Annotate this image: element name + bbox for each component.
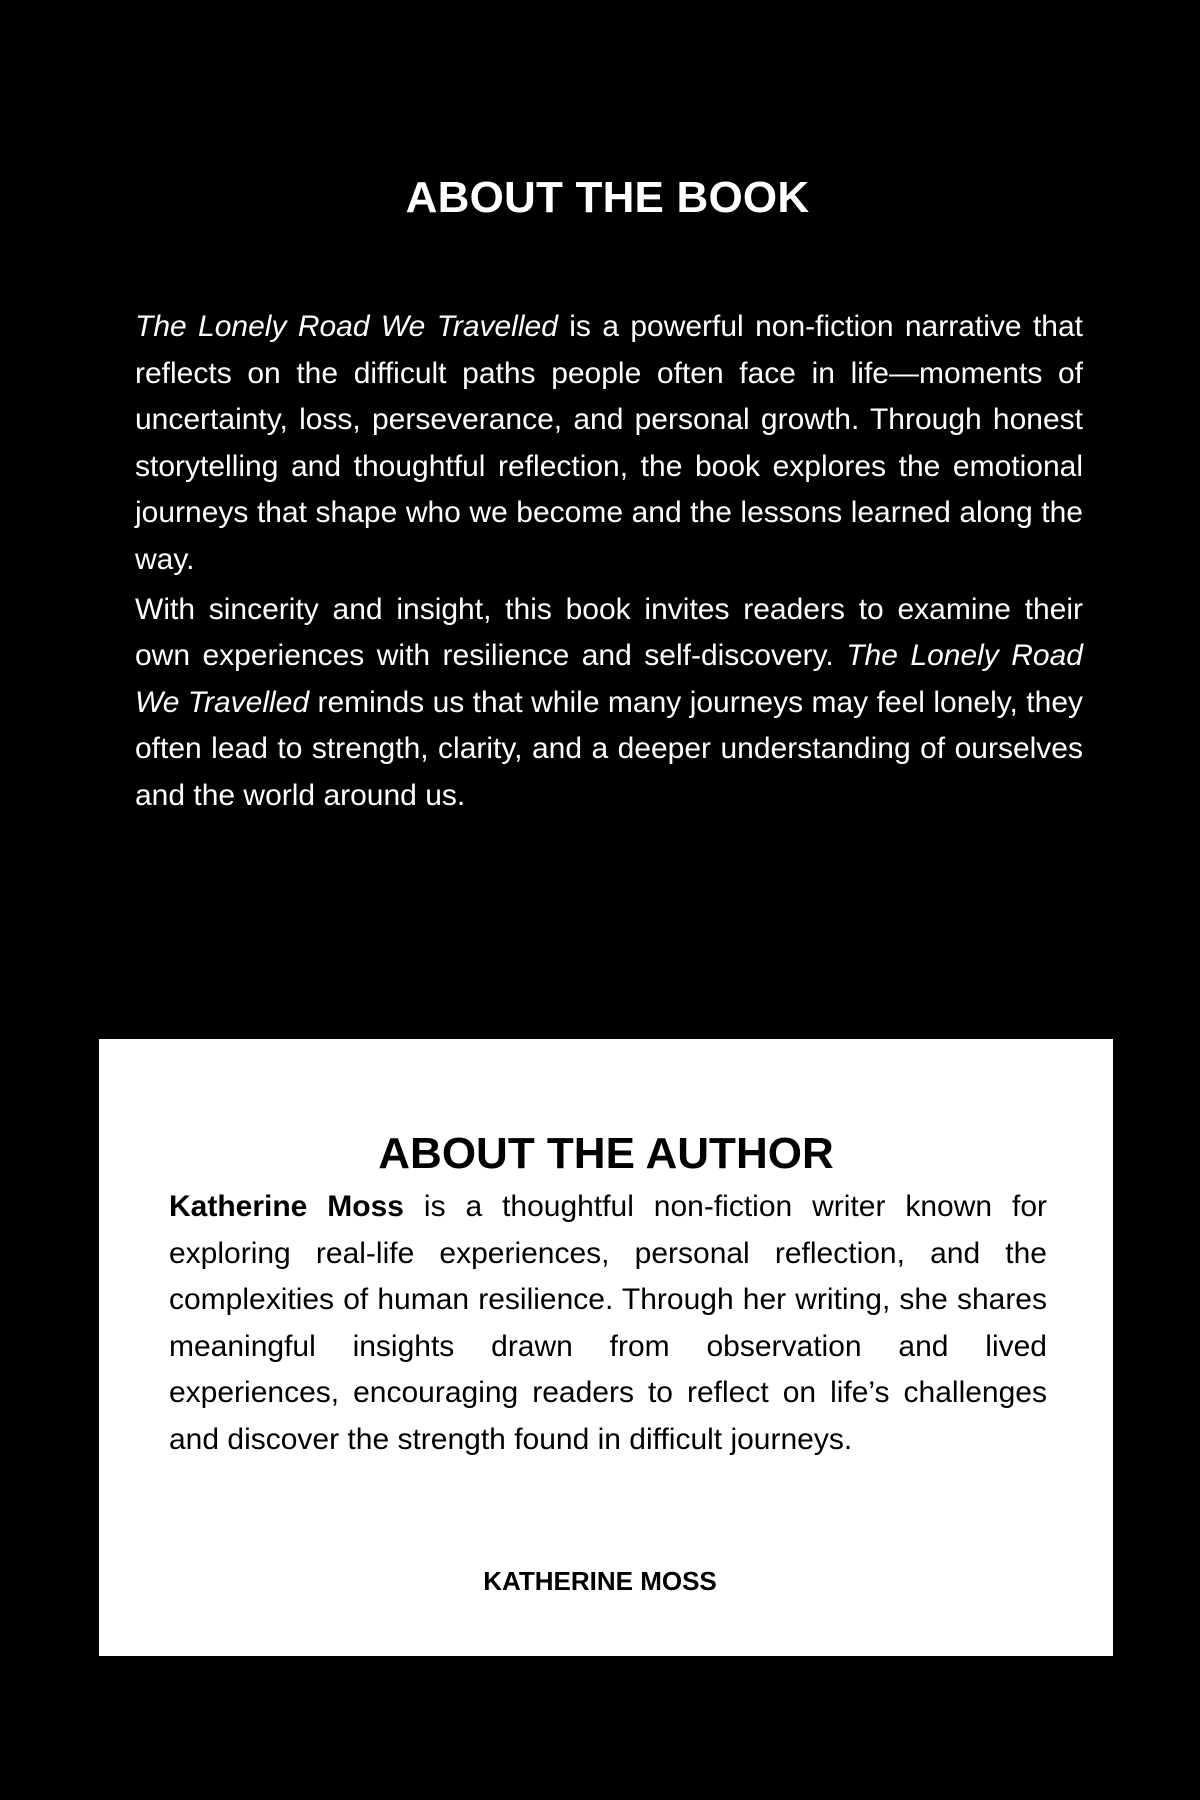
about-book-heading: ABOUT THE BOOK [405, 173, 810, 222]
about-book-body [135, 304, 1083, 823]
about-book-paragraph-1-text: is a powerful non-fiction narrative that reflects on the difficult paths people often face in life—moments of uncertainty, loss, perseverance, and personal growth. Through honest storytelling and thoughtful reflection, the book explores the emotional journeys that shape who we become and the lessons learned along the way. [135, 310, 1083, 576]
about-book-paragraph-1 [135, 304, 1083, 584]
author-bio [169, 1184, 1047, 1464]
book-title-italic: The Lonely Road We Travelled [135, 639, 1083, 719]
author-name: Katherine Moss [169, 1190, 404, 1223]
author-signature: KATHERINE MOSS [483, 1566, 717, 1596]
book-title-italic: The Lonely Road We Travelled [135, 310, 558, 343]
author-bio-text: is a thoughtful non-fiction writer known for exploring real-life experiences, personal reflection, and the complexities of human resilience. Through her writing, she shares meaningful insights drawn from observation and lived experiences, encouraging readers to reflect on life’s challenges and discover the strength found in difficult journeys. [169, 1190, 1048, 1456]
about-book-paragraph-2-text-after: reminds us that while many journeys may feel lonely, they often lead to strength, clarity, and a deeper understanding of ourselves and the world around us. [135, 685, 1084, 812]
about-book-paragraph-2-text-before: With sincerity and insight, this book invites readers to examine their own experiences with resilience and self-discovery. [135, 592, 1083, 673]
about-author-card [99, 1039, 1113, 1656]
about-author-heading: ABOUT THE AUTHOR [378, 1129, 834, 1178]
about-book-paragraph-2 [135, 587, 1083, 820]
